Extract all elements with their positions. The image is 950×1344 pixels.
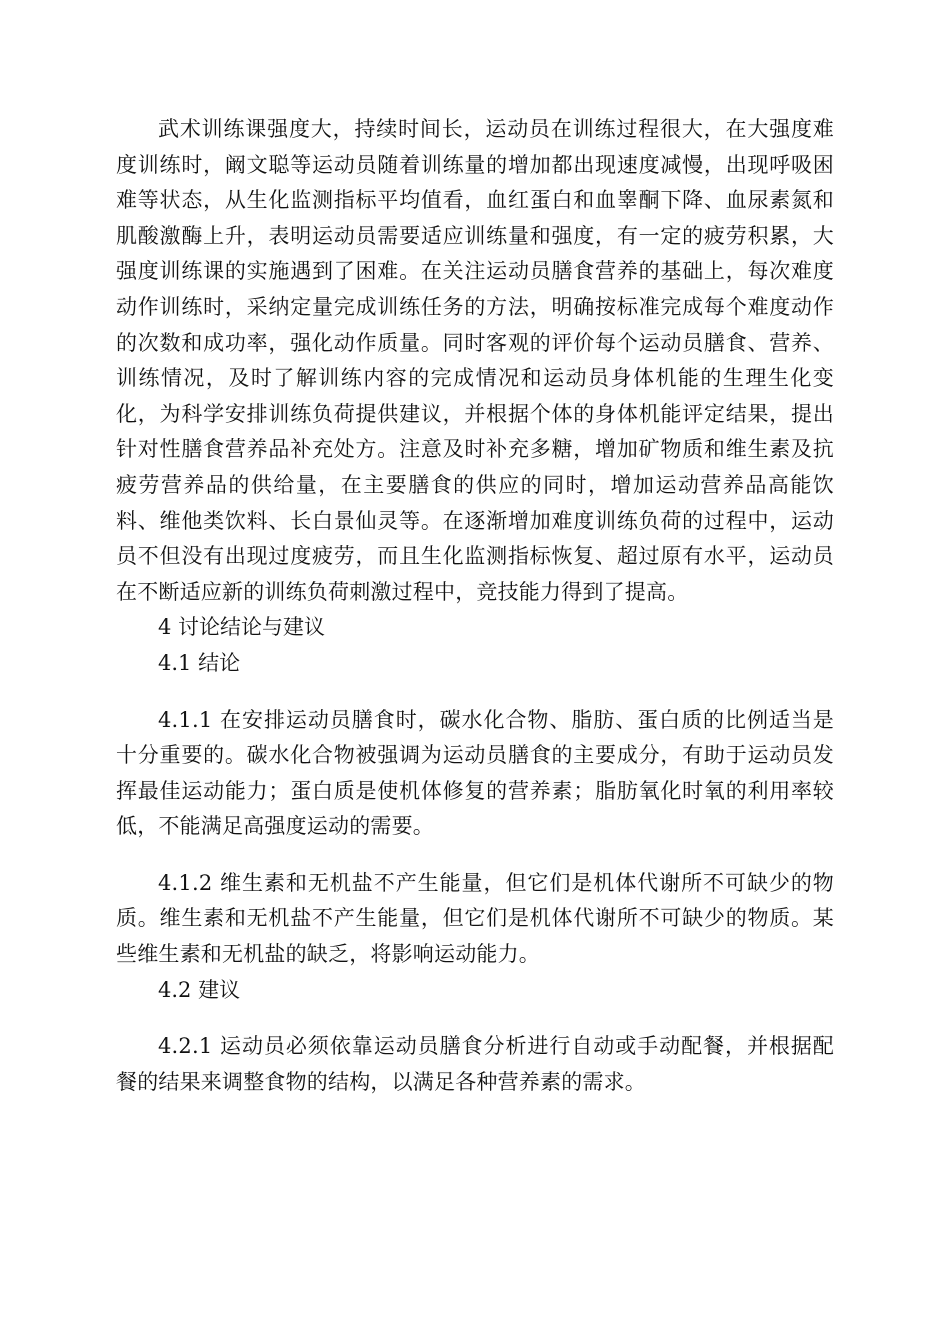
paragraph-conclusion-4-1-2: 4.1.2 维生素和无机盐不产生能量，但它们是机体代谢所不可缺少的物质。维生素和无机盐不产生能量，但它们是机体代谢所不可缺少的物质。某些维生素和无机盐的缺乏，将影响运动能力。	[116, 870, 834, 967]
paragraph-training-diet: 武术训练课强度大，持续时间长，运动员在训练过程很大，在大强度难度训练时，阚文聪等运动员随着训练量的增加都出现速度减慢，出现呼吸困难等状态，从生化监测指标平均值看，血红蛋白和血睾酮下降、血尿素氮和肌酸激酶上升，表明运动员需要适应训练量和强度，有一定的疲劳积累，大强度训练课的实施遇到了困难。在关注运动员膳食营养的基础上，每次难度动作训练时，采纳定量完成训练任务的方法，明确按标准完成每个难度动作的次数和成功率，强化动作质量。同时客观的评价每个运动员膳食、营养、训练情况，及时了解训练内容的完成情况和运动员身体机能的生理生化变化，为科学安排训练负荷提供建议，并根据个体的身体机能评定结果，提出针对性膳食营养品补充处方。注意及时补充多糖，增加矿物质和维生素及抗疲劳营养品的供给量，在主要膳食的供应的同时，增加运动营养品高能饮料、维他类饮料、长白景仙灵等。在逐渐增加难度训练负荷的过程中，运动员不但没有出现过度疲劳，而且生化监测指标恢复、超过原有水平，运动员在不断适应新的训练负荷刺激过程中，竞技能力得到了提高。	[116, 117, 834, 604]
heading-suggestions: 4.2 建议	[158, 977, 241, 1002]
heading-conclusions: 4.1 结论	[158, 650, 241, 675]
heading-discussion-conclusions: 4 讨论结论与建议	[158, 615, 326, 640]
paragraph-conclusion-4-1-1: 4.1.1 在安排运动员膳食时，碳水化合物、脂肪、蛋白质的比例适当是十分重要的。碳水化合物被强调为运动员膳食的主要成分，有助于运动员发挥最佳运动能力；蛋白质是使机体修复的营养素；脂肪氧化时氧的利用率较低，不能满足高强度运动的需要。	[116, 707, 834, 839]
paragraph-suggestion-4-2-1: 4.2.1 运动员必须依靠运动员膳食分析进行自动或手动配餐，并根据配餐的结果来调整食物的结构，以满足各种营养素的需求。	[116, 1034, 834, 1094]
document-body	[116, 112, 834, 1100]
